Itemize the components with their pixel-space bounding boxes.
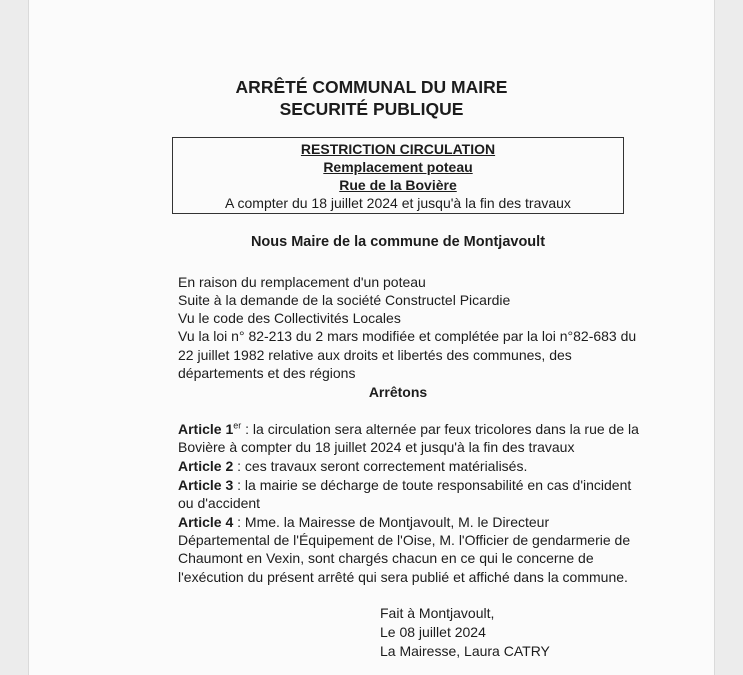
box-period: A compter du 18 juillet 2024 et jusqu'à la fin des travaux xyxy=(225,195,571,211)
title-line-1: ARRÊTÉ COMMUNAL DU MAIRE xyxy=(235,77,508,97)
article-4-cont: l'exécution du présent arrêté qui sera publié et affiché dans la commune. xyxy=(178,569,628,585)
box-heading: RESTRICTION CIRCULATION xyxy=(300,141,496,157)
article-3 xyxy=(178,476,631,494)
consideration-line: Vu le code des Collectivités Locales xyxy=(178,310,401,326)
signature-date: Le 08 juillet 2024 xyxy=(380,624,486,640)
signature-place: Fait à Montjavoult, xyxy=(380,605,495,621)
article-1-sup: er xyxy=(233,420,242,431)
article-3-cont: ou d'accident xyxy=(178,495,261,511)
article-2-label: Article 2 xyxy=(178,458,234,474)
consideration-line: Vu la loi n° 82-213 du 2 mars modifiée et complétée par la loi n°82-683 du xyxy=(178,328,637,344)
article-3-label: Article 3 xyxy=(178,477,234,493)
article-3-text: : la mairie se décharge de toute responsabilité en cas d'incident xyxy=(233,477,632,493)
consideration-line: En raison du remplacement d'un poteau xyxy=(178,274,426,290)
consideration-line: 22 juillet 1982 relative aux droits et libertés des communes, des xyxy=(178,347,572,363)
title-line-2: SECURITÉ PUBLIQUE xyxy=(279,99,464,119)
article-4-label: Article 4 xyxy=(178,514,234,530)
consideration-line: départements et des régions xyxy=(178,365,356,381)
mayor-line: Nous Maire de la commune de Montjavoult xyxy=(250,234,546,250)
article-1-cont: Bovière à compter du 18 juillet 2024 et jusqu'à la fin des travaux xyxy=(178,439,575,455)
article-4-cont: Chaumont en Vexin, sont chargés chacun en ce qui le concerne de xyxy=(178,550,594,566)
article-1-text: : la circulation sera alternée par feux tricolores dans la rue de la xyxy=(241,421,639,437)
article-4 xyxy=(178,513,549,531)
decree-word: Arrêtons xyxy=(368,384,428,400)
article-4-text: : Mme. la Mairesse de Montjavoult, M. le Directeur xyxy=(233,514,550,530)
box-street: Rue de la Bovière xyxy=(339,177,457,193)
restriction-box xyxy=(172,137,624,214)
consideration-line: Suite à la demande de la société Constructel Picardie xyxy=(178,292,511,308)
article-1-label: Article 1 xyxy=(178,421,234,437)
signature-signer: La Mairesse, Laura CATRY xyxy=(380,643,550,659)
article-2 xyxy=(178,457,527,475)
article-2-text: : ces travaux seront correctement matérialisés. xyxy=(233,458,528,474)
box-subject: Remplacement poteau xyxy=(323,159,473,175)
article-4-cont: Départemental de l'Équipement de l'Oise, M. l'Officier de gendarmerie de xyxy=(178,532,631,548)
article-1 xyxy=(178,420,639,438)
